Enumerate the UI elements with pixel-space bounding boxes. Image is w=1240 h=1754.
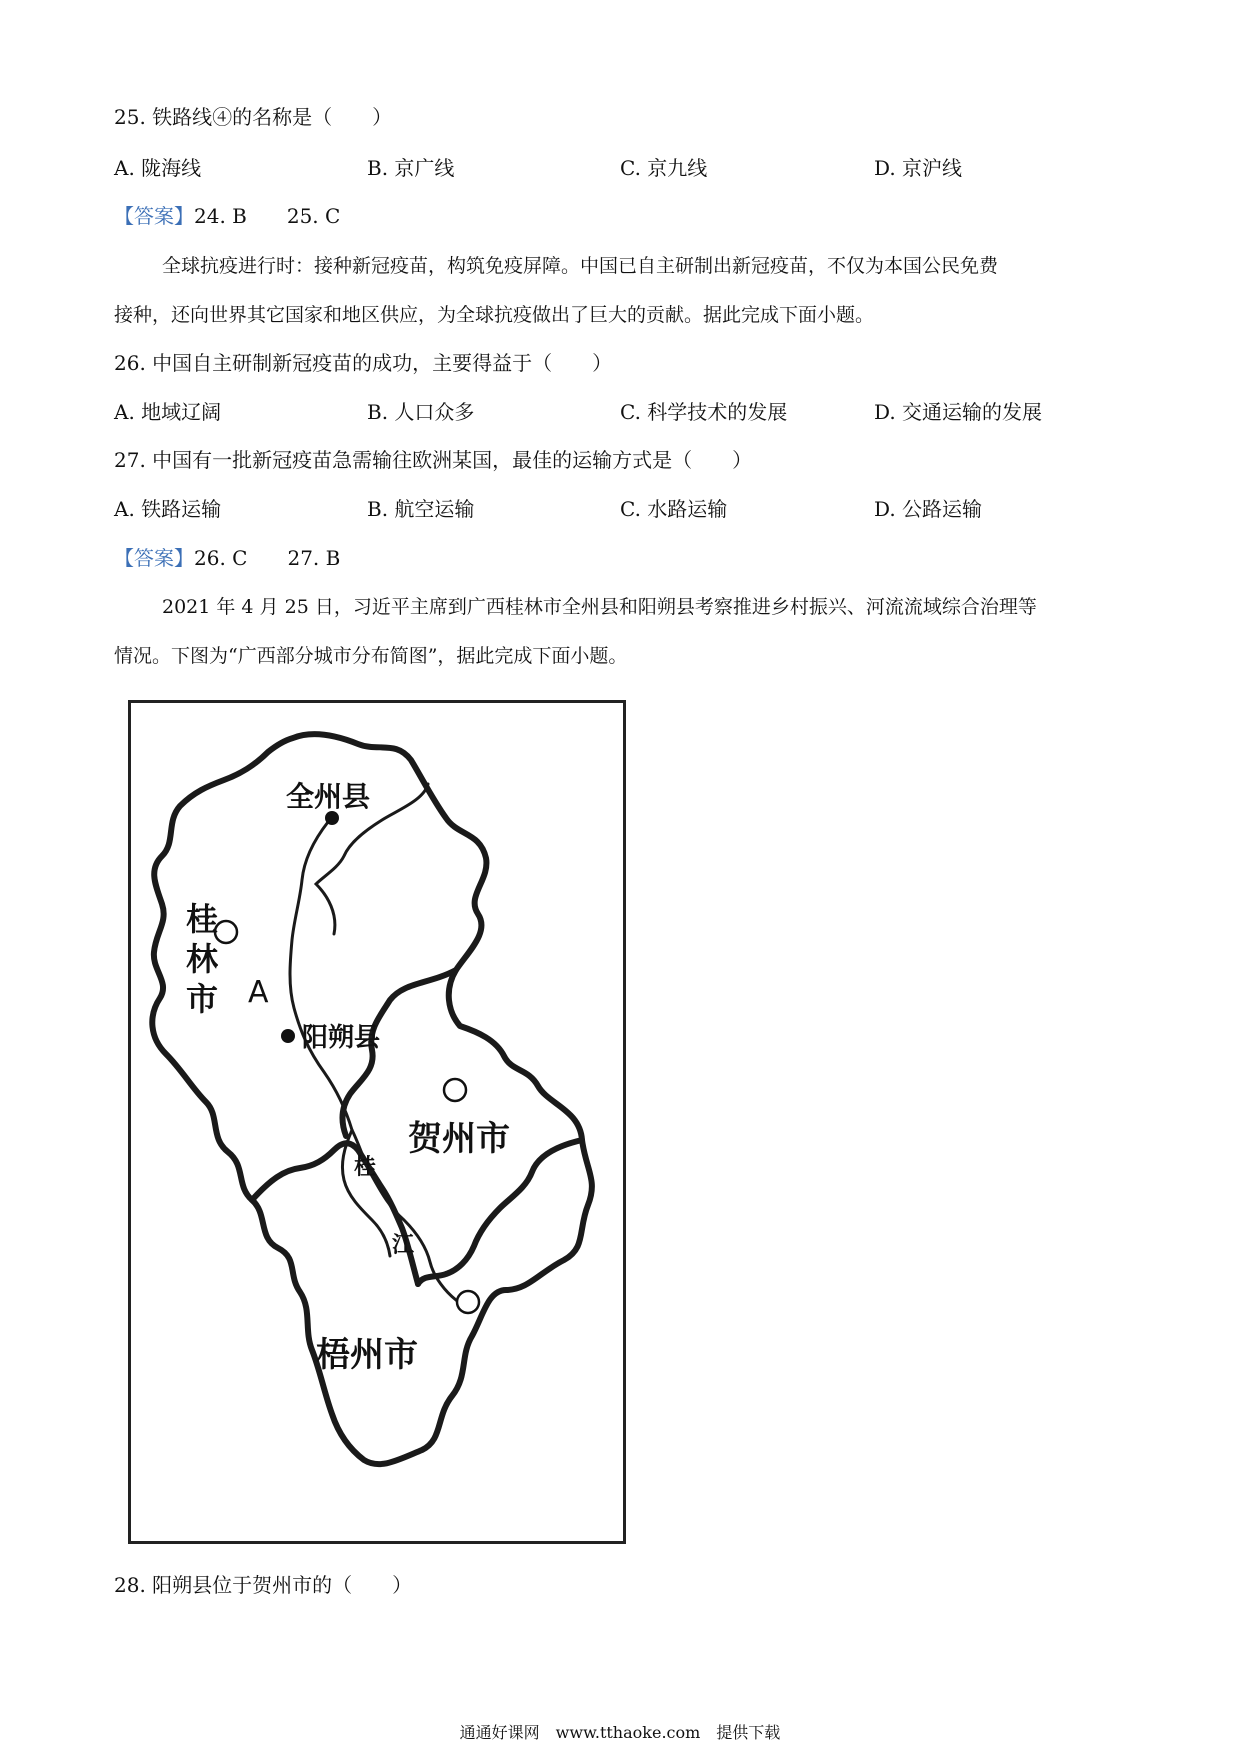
- answer-value: 26. C 27. B: [194, 546, 341, 570]
- label-guilin-2: 林: [186, 940, 219, 978]
- railway-line: [290, 822, 352, 1130]
- passage-1-line-1: 全球抗疫进行时：接种新冠疫苗，构筑免疫屏障。中国已自主研制出新冠疫苗，不仅为本国公民免费: [162, 255, 999, 277]
- question-27-option-a: A. 铁路运输: [114, 497, 222, 521]
- question-25-option-a: A. 陇海线: [114, 156, 202, 180]
- label-yangshuo: 阳朔县: [302, 1023, 381, 1053]
- hezhou-circle: [444, 1079, 466, 1101]
- wuzhou-circle: [457, 1291, 479, 1313]
- label-river-gui: 桂: [354, 1155, 377, 1180]
- question-26-option-b: B. 人口众多: [367, 400, 475, 424]
- question-26-option-d: D. 交通运输的发展: [874, 400, 1043, 424]
- label-marker-a: A: [248, 975, 269, 1010]
- label-quanzhou: 全州县: [286, 780, 371, 813]
- question-27-stem: 27. 中国有一批新冠疫苗急需输往欧洲某国，最佳的运输方式是（ ）: [114, 448, 753, 472]
- answer-block-1: [114, 203, 340, 229]
- passage-1-line-2: 接种，还向世界其它国家和地区供应，为全球抗疫做出了巨大的贡献。据此完成下面小题。: [114, 304, 875, 326]
- question-27-option-c: C. 水路运输: [620, 497, 728, 521]
- map-border-guilin-hezhou: [343, 970, 456, 1136]
- label-hezhou: 贺州市: [408, 1119, 510, 1159]
- answer-label: 【答案】: [114, 546, 194, 570]
- guilin-circle: [215, 921, 237, 943]
- question-26-option-a: A. 地域辽阔: [114, 400, 222, 424]
- question-26-stem: 26. 中国自主研制新冠疫苗的成功，主要得益于（ ）: [114, 351, 613, 375]
- question-25-stem: 25. 铁路线④的名称是（ ）: [114, 105, 393, 129]
- quanzhou-dot: [325, 811, 339, 825]
- answer-value: 24. B 25. C: [194, 204, 341, 228]
- guangxi-city-map: [128, 700, 626, 1544]
- passage-2-line-2: 情况。下图为“广西部分城市分布简图”，据此完成下面小题。: [114, 645, 628, 667]
- passage-2-line-1: 2021 年 4 月 25 日，习近平主席到广西桂林市全州县和阳朔县考察推进乡村振兴、河流流域综合治理等: [162, 596, 1037, 618]
- question-25-option-c: C. 京九线: [620, 156, 708, 180]
- answer-label: 【答案】: [114, 204, 194, 228]
- label-guilin-1: 桂: [186, 900, 219, 938]
- page-footer: 通通好课网 www.tthaoke.com 提供下载: [459, 1723, 781, 1742]
- question-28-stem: 28. 阳朔县位于贺州市的（ ）: [114, 1573, 413, 1597]
- question-26-option-c: C. 科学技术的发展: [620, 400, 788, 424]
- map-border-guilin-wuzhou: [252, 1143, 418, 1284]
- question-25-option-b: B. 京广线: [367, 156, 455, 180]
- question-27-option-d: D. 公路运输: [874, 497, 983, 521]
- question-27-option-b: B. 航空运输: [367, 497, 475, 521]
- question-25-option-d: D. 京沪线: [874, 156, 963, 180]
- label-wuzhou: 梧州市: [316, 1335, 418, 1375]
- label-river-jiang: 江: [392, 1233, 415, 1258]
- yangshuo-dot: [281, 1029, 295, 1043]
- answer-block-2: [114, 545, 340, 571]
- label-guilin-3: 市: [186, 980, 219, 1018]
